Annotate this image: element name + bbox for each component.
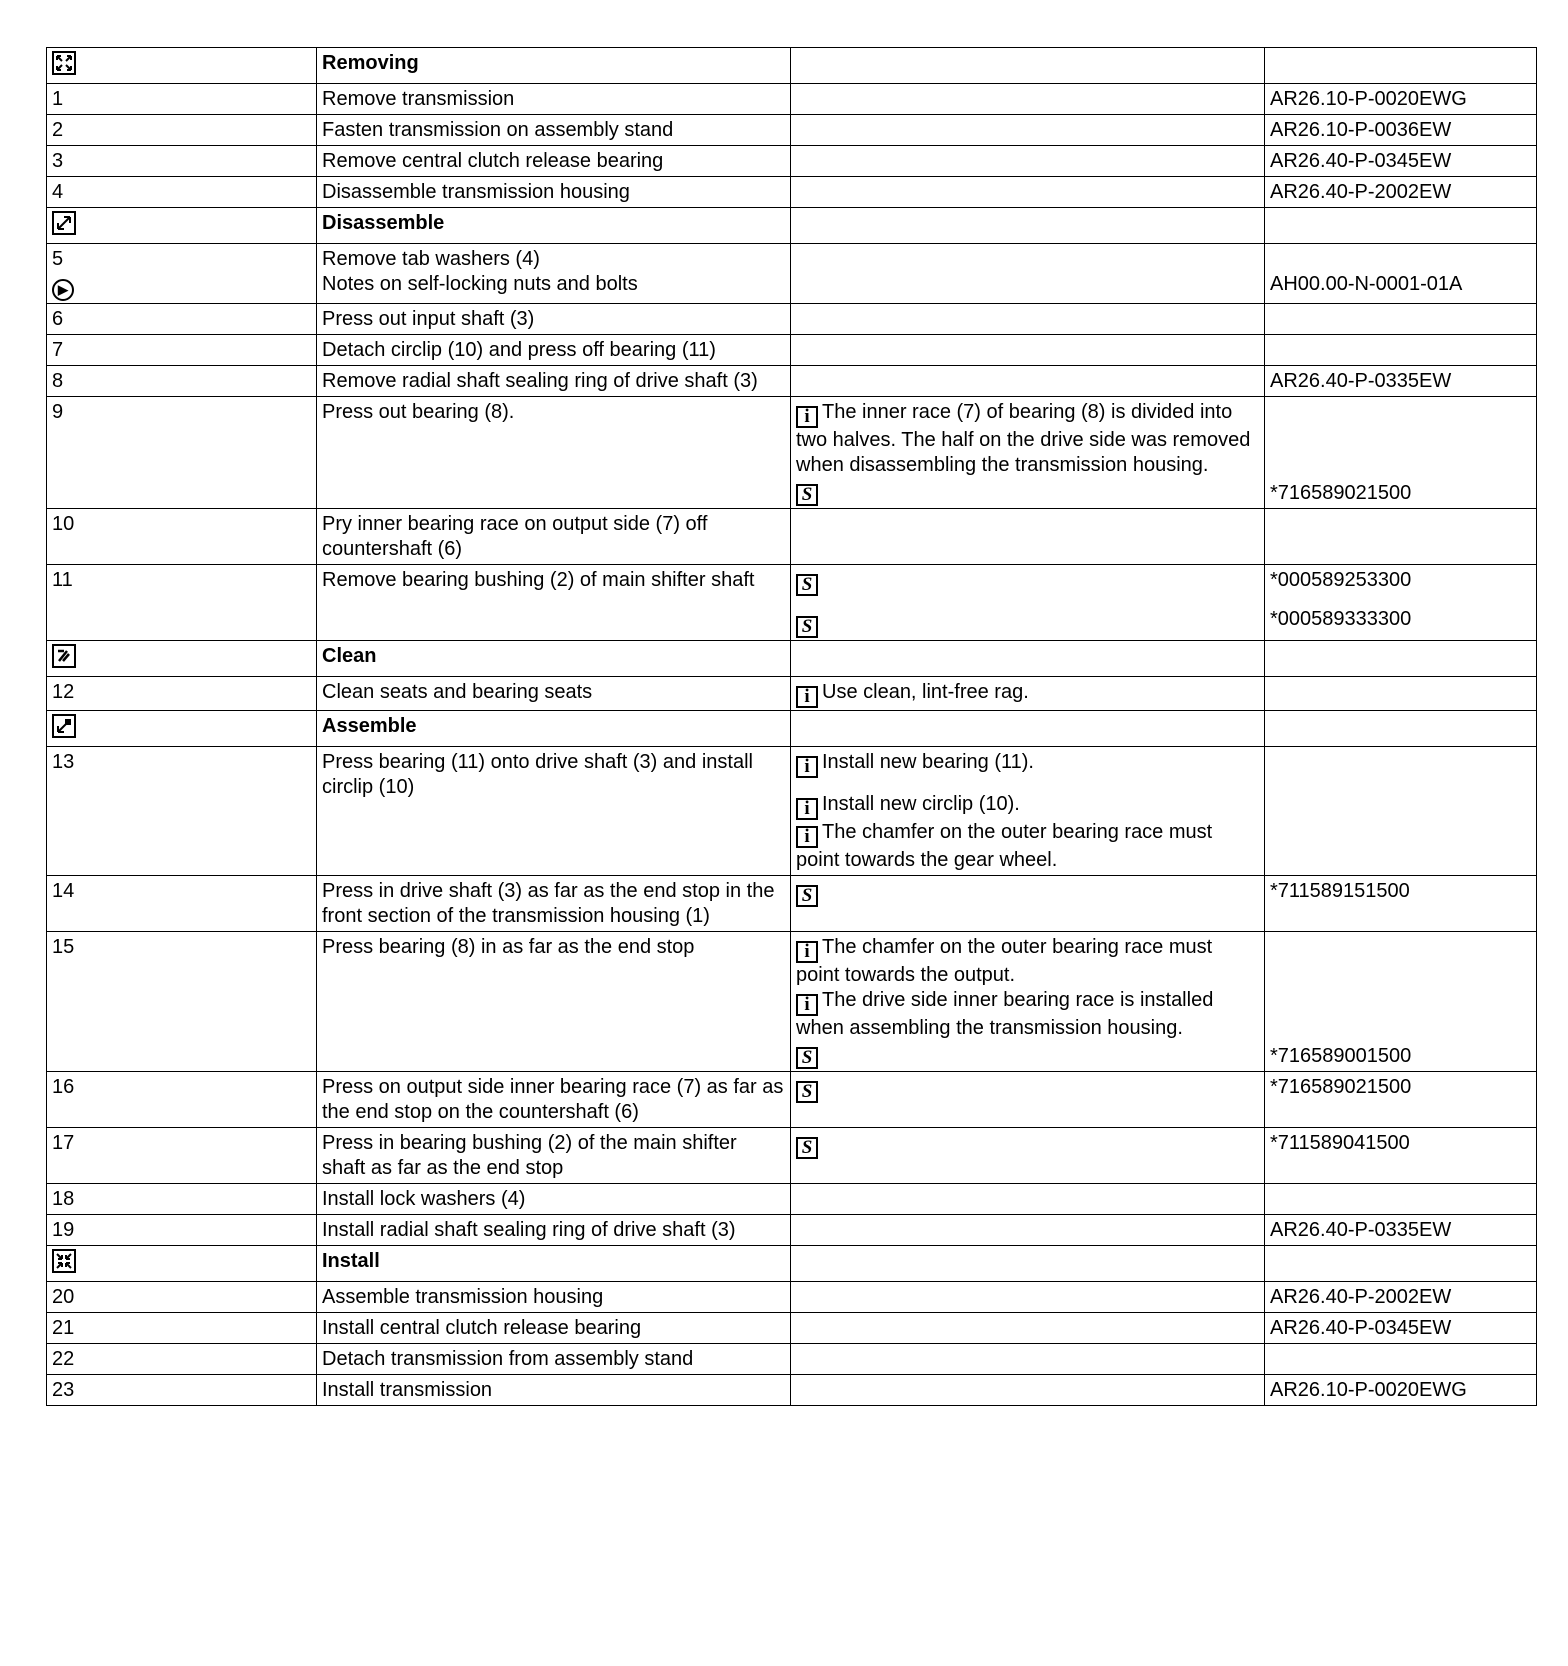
procedure-document bbox=[46, 47, 1536, 1406]
operation-text: Remove central clutch release bearing bbox=[317, 146, 791, 177]
table-row bbox=[47, 1184, 1537, 1215]
document-reference[interactable]: AH00.00-N-0001-01A bbox=[1270, 273, 1463, 295]
note-text: i Install new circlip (10). bbox=[796, 792, 1259, 820]
info-icon: i bbox=[796, 994, 818, 1016]
section-header-removing bbox=[47, 48, 1537, 84]
step-number: 19 bbox=[47, 1215, 317, 1246]
info-icon: i bbox=[796, 798, 818, 820]
table-row bbox=[47, 177, 1537, 208]
operation-text: Detach circlip (10) and press off bearing (11) bbox=[317, 335, 791, 366]
info-icon: i bbox=[796, 941, 818, 963]
operation-text: Install central clutch release bearing bbox=[317, 1313, 791, 1344]
section-title: Removing bbox=[317, 48, 791, 84]
step-number: 2 bbox=[47, 115, 317, 146]
operation-text: Clean seats and bearing seats bbox=[317, 677, 791, 711]
operation-text: Install radial shaft sealing ring of drive shaft (3) bbox=[317, 1215, 791, 1246]
table-row bbox=[47, 304, 1537, 335]
section-title: Clean bbox=[317, 641, 791, 677]
table-row bbox=[47, 932, 1537, 1072]
table-row bbox=[47, 335, 1537, 366]
section-title: Assemble bbox=[317, 711, 791, 747]
section-header-clean bbox=[47, 641, 1537, 677]
table-row bbox=[47, 397, 1537, 509]
table-row bbox=[47, 1128, 1537, 1184]
operation-text: Notes on self-locking nuts and bolts bbox=[322, 273, 638, 295]
table-row bbox=[47, 84, 1537, 115]
operation-text: Press on output side inner bearing race (7) as far as the end stop on the countershaft (6) bbox=[317, 1072, 791, 1128]
step-number: 15 bbox=[47, 932, 317, 1072]
table-row bbox=[47, 509, 1537, 565]
note-text: i The chamfer on the outer bearing race must point towards the gear wheel. bbox=[796, 821, 1213, 871]
table-row bbox=[47, 1215, 1537, 1246]
document-reference[interactable]: AR26.40-P-0345EW bbox=[1265, 146, 1537, 177]
assemble-arrow-icon bbox=[52, 714, 76, 738]
note-text: i Use clean, lint-free rag. bbox=[796, 680, 1259, 708]
tool-number[interactable]: *716589021500 bbox=[1265, 1072, 1537, 1128]
operation-text: Remove bearing bushing (2) of main shifter shaft bbox=[317, 565, 791, 641]
tool-number[interactable]: *711589041500 bbox=[1265, 1128, 1537, 1184]
operation-text: Install lock washers (4) bbox=[317, 1184, 791, 1215]
special-tool-icon: S bbox=[796, 1047, 818, 1069]
table-row bbox=[47, 115, 1537, 146]
step-number: 18 bbox=[47, 1184, 317, 1215]
special-tool-icon: S bbox=[796, 1081, 818, 1103]
note-text: i Install new bearing (11). bbox=[796, 750, 1259, 778]
operation-text: Remove radial shaft sealing ring of drive shaft (3) bbox=[317, 366, 791, 397]
document-reference[interactable]: AR26.40-P-0345EW bbox=[1265, 1313, 1537, 1344]
table-row bbox=[47, 1375, 1537, 1406]
step-number: 23 bbox=[47, 1375, 317, 1406]
document-reference[interactable]: AR26.10-P-0036EW bbox=[1265, 115, 1537, 146]
table-row bbox=[47, 1344, 1537, 1375]
step-number: 22 bbox=[47, 1344, 317, 1375]
table-row bbox=[47, 1072, 1537, 1128]
operation-text: Press out bearing (8). bbox=[317, 397, 791, 509]
operation-text: Detach transmission from assembly stand bbox=[317, 1344, 791, 1375]
step-number: 5 bbox=[52, 248, 64, 270]
step-number: 3 bbox=[47, 146, 317, 177]
note-icon: ▶ bbox=[52, 279, 74, 301]
note-text: i The drive side inner bearing race is installed when assembling the transmission housing. bbox=[796, 989, 1214, 1039]
procedure-table bbox=[46, 47, 1537, 1406]
step-number: 1 bbox=[47, 84, 317, 115]
table-row bbox=[47, 747, 1537, 876]
tool-number[interactable]: *711589151500 bbox=[1265, 876, 1537, 932]
table-row bbox=[47, 146, 1537, 177]
special-tool-icon: S bbox=[796, 574, 818, 596]
step-number: 7 bbox=[47, 335, 317, 366]
step-number: 20 bbox=[47, 1282, 317, 1313]
table-row bbox=[47, 677, 1537, 711]
step-number: 10 bbox=[47, 509, 317, 565]
note-text: i The inner race (7) of bearing (8) is divided into two halves. The half on the drive side was removed when disassembling the transmission housing. bbox=[796, 401, 1251, 476]
info-icon: i bbox=[796, 686, 818, 708]
step-number: 16 bbox=[47, 1072, 317, 1128]
section-header-disassemble bbox=[47, 208, 1537, 244]
document-reference bbox=[1270, 247, 1531, 272]
step-number: 4 bbox=[47, 177, 317, 208]
tool-number[interactable]: *716589001500 bbox=[1270, 1045, 1412, 1067]
operation-text: Disassemble transmission housing bbox=[317, 177, 791, 208]
table-row bbox=[47, 565, 1537, 641]
step-number: 13 bbox=[47, 747, 317, 876]
special-tool-icon: S bbox=[796, 1137, 818, 1159]
step-number: 11 bbox=[47, 565, 317, 641]
step-number: 14 bbox=[47, 876, 317, 932]
document-reference[interactable]: AR26.40-P-2002EW bbox=[1265, 177, 1537, 208]
tool-number[interactable]: *000589253300 bbox=[1270, 569, 1412, 591]
table-row bbox=[47, 1282, 1537, 1313]
operation-text: Remove transmission bbox=[317, 84, 791, 115]
section-title: Install bbox=[317, 1246, 791, 1282]
remove-arrows-icon bbox=[52, 51, 76, 75]
table-row bbox=[47, 244, 1537, 304]
clean-icon bbox=[52, 644, 76, 668]
operation-text: Install transmission bbox=[317, 1375, 791, 1406]
table-row bbox=[47, 366, 1537, 397]
tool-number[interactable]: *716589021500 bbox=[1270, 482, 1412, 504]
tool-number[interactable]: *000589333300 bbox=[1270, 608, 1412, 630]
document-reference[interactable]: AR26.40-P-2002EW bbox=[1265, 1282, 1537, 1313]
special-tool-icon: S bbox=[796, 885, 818, 907]
step-number: 17 bbox=[47, 1128, 317, 1184]
operation-text: Press bearing (8) in as far as the end stop bbox=[317, 932, 791, 1072]
operation-text: Press in drive shaft (3) as far as the end stop in the front section of the transmission housing (1) bbox=[317, 876, 791, 932]
operation-text: Press out input shaft (3) bbox=[317, 304, 791, 335]
disassemble-arrow-icon bbox=[52, 211, 76, 235]
operation-text: Press bearing (11) onto drive shaft (3) and install circlip (10) bbox=[317, 747, 791, 876]
document-reference[interactable]: AR26.40-P-0335EW bbox=[1265, 366, 1537, 397]
install-arrows-icon bbox=[52, 1249, 76, 1273]
operation-text: Assemble transmission housing bbox=[317, 1282, 791, 1313]
section-header-install bbox=[47, 1246, 1537, 1282]
section-title: Disassemble bbox=[317, 208, 791, 244]
operation-text: Press in bearing bushing (2) of the main shifter shaft as far as the end stop bbox=[317, 1128, 791, 1184]
step-number: 8 bbox=[47, 366, 317, 397]
document-reference[interactable]: AR26.40-P-0335EW bbox=[1265, 1215, 1537, 1246]
document-reference[interactable]: AR26.10-P-0020EWG bbox=[1265, 1375, 1537, 1406]
table-row bbox=[47, 1313, 1537, 1344]
step-number: 6 bbox=[47, 304, 317, 335]
step-number: 12 bbox=[47, 677, 317, 711]
document-reference[interactable]: AR26.10-P-0020EWG bbox=[1265, 84, 1537, 115]
info-icon: i bbox=[796, 826, 818, 848]
step-number: 21 bbox=[47, 1313, 317, 1344]
special-tool-icon: S bbox=[796, 484, 818, 506]
special-tool-icon: S bbox=[796, 616, 818, 638]
info-icon: i bbox=[796, 406, 818, 428]
operation-text: Pry inner bearing race on output side (7) off countershaft (6) bbox=[317, 509, 791, 565]
table-row bbox=[47, 876, 1537, 932]
note-text: i The chamfer on the outer bearing race must point towards the output. bbox=[796, 936, 1213, 986]
operation-text: Remove tab washers (4) bbox=[322, 248, 540, 270]
step-number: 9 bbox=[47, 397, 317, 509]
operation-text: Fasten transmission on assembly stand bbox=[317, 115, 791, 146]
info-icon: i bbox=[796, 756, 818, 778]
section-header-assemble bbox=[47, 711, 1537, 747]
